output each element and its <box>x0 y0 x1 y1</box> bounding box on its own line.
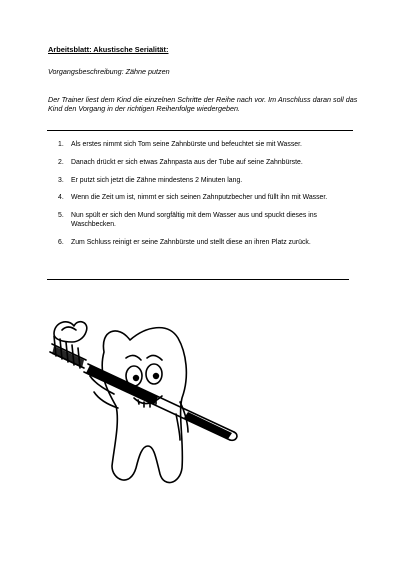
step-text: Als erstes nimmt sich Tom seine Zahnbürste und befeuchtet sie mit Wasser. <box>71 141 302 148</box>
instructions-paragraph: Der Trainer liest dem Kind die einzelnen Schritte der Reihe nach vor. Im Anschluss daran soll das Kind den Vorgang in der richtigen Reihenfolge wiedergeben. <box>48 95 358 114</box>
worksheet-subtitle: Vorgangsbeschreibung: Zähne putzen <box>48 67 170 76</box>
step-item <box>58 140 358 149</box>
step-number: 6. <box>58 239 64 247</box>
worksheet-title: Arbeitsblatt: Akustische Serialität: <box>48 45 169 54</box>
steps-list <box>58 140 358 256</box>
step-number: 4. <box>58 194 64 202</box>
step-number: 3. <box>58 176 64 184</box>
step-number: 1. <box>58 141 64 148</box>
step-item <box>58 176 358 185</box>
top-divider <box>47 130 353 131</box>
bottom-divider <box>47 279 349 280</box>
step-text: Zum Schluss reinigt er seine Zahnbürste und stellt diese an ihren Platz zurück. <box>71 239 311 247</box>
step-item <box>58 158 358 167</box>
step-text: Nun spült er sich den Mund sorgfältig mit dem Wasser aus und spuckt dieses ins Waschbecken. <box>71 212 318 229</box>
step-text: Wenn die Zeit um ist, nimmt er sich seinen Zahnputzbecher und füllt ihn mit Wasser. <box>71 194 328 202</box>
step-item <box>58 193 358 202</box>
step-text: Er putzt sich jetzt die Zähne mindestens 2 Minuten lang. <box>71 176 243 184</box>
step-number: 2. <box>58 158 64 166</box>
step-text: Danach drückt er sich etwas Zahnpasta aus der Tube auf seine Zahnbürste. <box>71 158 303 166</box>
step-item <box>58 238 358 247</box>
tooth-with-toothbrush-icon <box>38 318 248 498</box>
step-item <box>58 211 358 229</box>
step-number: 5. <box>58 212 64 220</box>
